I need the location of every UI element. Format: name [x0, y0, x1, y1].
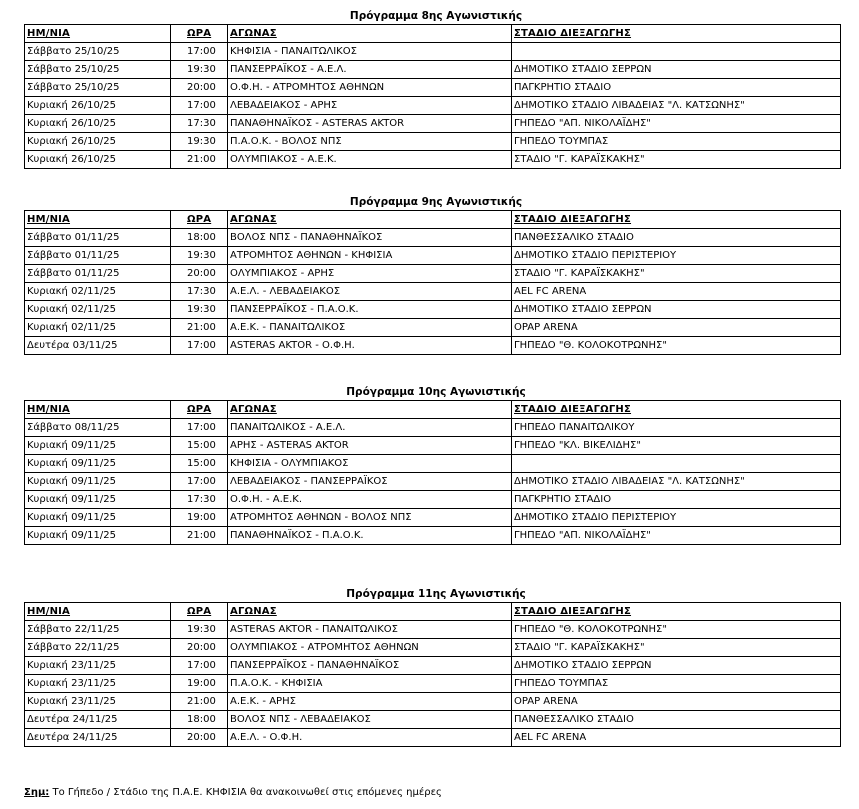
venue-cell: ΠΑΝΘΕΣΣΑΛΙΚΟ ΣΤΑΔΙΟ [512, 228, 841, 246]
date-cell: Κυριακή 26/10/25 [25, 96, 171, 114]
time-cell: 17:30 [171, 114, 228, 132]
round-title: Πρόγραμμα 9ης Αγωνιστικής [349, 196, 523, 208]
date-cell: Δευτέρα 24/11/25 [25, 710, 171, 728]
table-row [25, 620, 841, 638]
venue-cell: ΔΗΜΟΤΙΚΟ ΣΤΑΔΙΟ ΣΕΡΡΩΝ [512, 300, 841, 318]
schedule-table [24, 602, 841, 747]
venue-header: ΣΤΑΔΙΟ ΔΙΕΞΑΓΩΓΗΣ [512, 25, 841, 43]
time-header: ΩΡΑ [171, 25, 228, 43]
match-cell: Π.Α.Ο.Κ. - ΚΗΦΙΣΙΑ [228, 674, 512, 692]
match-cell: Α.Ε.Κ. - ΠΑΝΑΙΤΩΛΙΚΟΣ [228, 318, 512, 336]
time-cell: 20:00 [171, 264, 228, 282]
table-row [25, 656, 841, 674]
match-cell: ASTERAS AKTOR - Ο.Φ.Η. [228, 336, 512, 354]
table-row [25, 300, 841, 318]
match-header: ΑΓΩΝΑΣ [228, 211, 512, 229]
table-row [25, 318, 841, 336]
footnote-text: Το Γήπεδο / Στάδιο της Π.Α.Ε. ΚΗΦΙΣΙΑ θα ανακοινωθεί στις επόμενες ημέρες [49, 787, 442, 798]
date-cell: Κυριακή 26/10/25 [25, 114, 171, 132]
time-cell: 21:00 [171, 526, 228, 544]
date-cell: Σάββατο 01/11/25 [25, 228, 171, 246]
time-cell: 21:00 [171, 318, 228, 336]
time-cell: 15:00 [171, 454, 228, 472]
schedule-table [24, 210, 841, 355]
date-header: ΗΜ/ΝΙΑ [25, 401, 171, 419]
date-cell: Σάββατο 22/11/25 [25, 638, 171, 656]
table-row [25, 508, 841, 526]
date-cell: Σάββατο 25/10/25 [25, 60, 171, 78]
time-cell: 19:30 [171, 620, 228, 638]
venue-cell: ΠΑΝΘΕΣΣΑΛΙΚΟ ΣΤΑΔΙΟ [512, 710, 841, 728]
table-row [25, 114, 841, 132]
venue-header: ΣΤΑΔΙΟ ΔΙΕΞΑΓΩΓΗΣ [512, 401, 841, 419]
time-cell: 17:00 [171, 42, 228, 60]
date-cell: Κυριακή 26/10/25 [25, 132, 171, 150]
date-cell: Σάββατο 25/10/25 [25, 42, 171, 60]
match-cell: ΟΛΥΜΠΙΑΚΟΣ - Α.Ε.Κ. [228, 150, 512, 168]
table-row [25, 436, 841, 454]
table-row [25, 60, 841, 78]
match-cell: ΒΟΛΟΣ ΝΠΣ - ΛΕΒΑΔΕΙΑΚΟΣ [228, 710, 512, 728]
date-cell: Σάββατο 25/10/25 [25, 78, 171, 96]
round-8-section [24, 8, 840, 169]
match-cell: ΚΗΦΙΣΙΑ - ΟΛΥΜΠΙΑΚΟΣ [228, 454, 512, 472]
time-cell: 20:00 [171, 728, 228, 746]
match-cell: ΚΗΦΙΣΙΑ - ΠΑΝΑΙΤΩΛΙΚΟΣ [228, 42, 512, 60]
table-row [25, 246, 841, 264]
match-cell: ΑΡΗΣ - ASTERAS AKTOR [228, 436, 512, 454]
venue-cell: ΓΗΠΕΔΟ ΠΑΝΑΙΤΩΛΙΚΟΥ [512, 418, 841, 436]
venue-cell [512, 454, 841, 472]
venue-cell: ΓΗΠΕΔΟ "Θ. ΚΟΛΟΚΟΤΡΩΝΗΣ" [512, 336, 841, 354]
match-cell: ΠΑΝΑΘΗΝΑΪΚΟΣ - Π.Α.Ο.Κ. [228, 526, 512, 544]
time-cell: 21:00 [171, 150, 228, 168]
venue-cell: ΠΑΓΚΡΗΤΙΟ ΣΤΑΔΙΟ [512, 78, 841, 96]
round-title: Πρόγραμμα 8ης Αγωνιστικής [349, 10, 523, 22]
table-row [25, 42, 841, 60]
match-cell: ΒΟΛΟΣ ΝΠΣ - ΠΑΝΑΘΗΝΑΪΚΟΣ [228, 228, 512, 246]
date-header: ΗΜ/ΝΙΑ [25, 25, 171, 43]
venue-cell: ΔΗΜΟΤΙΚΟ ΣΤΑΔΙΟ ΛΙΒΑΔΕΙΑΣ "Λ. ΚΑΤΣΩΝΗΣ" [512, 96, 841, 114]
date-cell: Σάββατο 08/11/25 [25, 418, 171, 436]
round-9-section [24, 194, 840, 355]
venue-cell: ΣΤΑΔΙΟ "Γ. ΚΑΡΑΪΣΚΑΚΗΣ" [512, 264, 841, 282]
date-cell: Κυριακή 23/11/25 [25, 656, 171, 674]
match-cell: Ο.Φ.Η. - Α.Ε.Κ. [228, 490, 512, 508]
table-row [25, 638, 841, 656]
time-cell: 19:30 [171, 132, 228, 150]
date-cell: Κυριακή 02/11/25 [25, 318, 171, 336]
time-cell: 17:30 [171, 282, 228, 300]
date-cell: Κυριακή 23/11/25 [25, 674, 171, 692]
time-cell: 19:00 [171, 508, 228, 526]
footnote [24, 787, 442, 798]
table-row [25, 526, 841, 544]
time-header: ΩΡΑ [171, 401, 228, 419]
date-cell: Κυριακή 23/11/25 [25, 692, 171, 710]
table-row [25, 336, 841, 354]
venue-cell: OPAP ARENA [512, 318, 841, 336]
table-row [25, 710, 841, 728]
table-row [25, 264, 841, 282]
venue-cell: AEL FC ARENA [512, 728, 841, 746]
match-cell: ΠΑΝΑΙΤΩΛΙΚΟΣ - Α.Ε.Λ. [228, 418, 512, 436]
table-row [25, 692, 841, 710]
venue-cell: ΔΗΜΟΤΙΚΟ ΣΤΑΔΙΟ ΠΕΡΙΣΤΕΡΙΟΥ [512, 246, 841, 264]
time-cell: 15:00 [171, 436, 228, 454]
time-cell: 19:00 [171, 674, 228, 692]
match-cell: Α.Ε.Λ. - Ο.Φ.Η. [228, 728, 512, 746]
time-cell: 19:30 [171, 300, 228, 318]
venue-cell: ΓΗΠΕΔΟ "Θ. ΚΟΛΟΚΟΤΡΩΝΗΣ" [512, 620, 841, 638]
match-cell: ΟΛΥΜΠΙΑΚΟΣ - ΑΡΗΣ [228, 264, 512, 282]
venue-cell: ΓΗΠΕΔΟ "ΚΛ. ΒΙΚΕΛΙΔΗΣ" [512, 436, 841, 454]
match-cell: ΑΤΡΟΜΗΤΟΣ ΑΘΗΝΩΝ - ΒΟΛΟΣ ΝΠΣ [228, 508, 512, 526]
match-cell: ΛΕΒΑΔΕΙΑΚΟΣ - ΑΡΗΣ [228, 96, 512, 114]
match-cell: ΠΑΝΑΘΗΝΑΪΚΟΣ - ASTERAS AKTOR [228, 114, 512, 132]
table-row [25, 132, 841, 150]
date-cell: Σάββατο 01/11/25 [25, 246, 171, 264]
venue-cell: ΔΗΜΟΤΙΚΟ ΣΤΑΔΙΟ ΣΕΡΡΩΝ [512, 60, 841, 78]
match-cell: Α.Ε.Λ. - ΛΕΒΑΔΕΙΑΚΟΣ [228, 282, 512, 300]
venue-cell [512, 42, 841, 60]
round-11-section [24, 586, 840, 747]
venue-cell: ΓΗΠΕΔΟ ΤΟΥΜΠΑΣ [512, 132, 841, 150]
time-cell: 17:00 [171, 418, 228, 436]
venue-cell: ΔΗΜΟΤΙΚΟ ΣΤΑΔΙΟ ΛΙΒΑΔΕΙΑΣ "Λ. ΚΑΤΣΩΝΗΣ" [512, 472, 841, 490]
match-cell: ΠΑΝΣΕΡΡΑΪΚΟΣ - ΠΑΝΑΘΗΝΑΪΚΟΣ [228, 656, 512, 674]
match-cell: ΛΕΒΑΔΕΙΑΚΟΣ - ΠΑΝΣΕΡΡΑΪΚΟΣ [228, 472, 512, 490]
time-cell: 18:00 [171, 710, 228, 728]
round-10-section [24, 384, 840, 545]
venue-cell: ΔΗΜΟΤΙΚΟ ΣΤΑΔΙΟ ΠΕΡΙΣΤΕΡΙΟΥ [512, 508, 841, 526]
venue-cell: ΔΗΜΟΤΙΚΟ ΣΤΑΔΙΟ ΣΕΡΡΩΝ [512, 656, 841, 674]
match-cell: Α.Ε.Κ. - ΑΡΗΣ [228, 692, 512, 710]
table-row [25, 96, 841, 114]
date-cell: Δευτέρα 24/11/25 [25, 728, 171, 746]
venue-cell: ΓΗΠΕΔΟ ΤΟΥΜΠΑΣ [512, 674, 841, 692]
time-cell: 18:00 [171, 228, 228, 246]
time-header: ΩΡΑ [171, 603, 228, 621]
table-row [25, 418, 841, 436]
match-cell: ΑΤΡΟΜΗΤΟΣ ΑΘΗΝΩΝ - ΚΗΦΙΣΙΑ [228, 246, 512, 264]
venue-header: ΣΤΑΔΙΟ ΔΙΕΞΑΓΩΓΗΣ [512, 603, 841, 621]
table-row [25, 282, 841, 300]
venue-cell: ΠΑΓΚΡΗΤΙΟ ΣΤΑΔΙΟ [512, 490, 841, 508]
match-cell: Π.Α.Ο.Κ. - ΒΟΛΟΣ ΝΠΣ [228, 132, 512, 150]
date-cell: Σάββατο 01/11/25 [25, 264, 171, 282]
time-cell: 19:30 [171, 60, 228, 78]
footnote-label: Σημ: [24, 787, 50, 798]
venue-cell: ΓΗΠΕΔΟ "ΑΠ. ΝΙΚΟΛΑΪΔΗΣ" [512, 526, 841, 544]
time-cell: 20:00 [171, 78, 228, 96]
header-row [25, 25, 841, 43]
table-row [25, 78, 841, 96]
date-cell: Δευτέρα 03/11/25 [25, 336, 171, 354]
table-row [25, 228, 841, 246]
time-cell: 17:30 [171, 490, 228, 508]
date-cell: Κυριακή 02/11/25 [25, 300, 171, 318]
round-title: Πρόγραμμα 10ης Αγωνιστικής [346, 386, 526, 398]
venue-cell: ΓΗΠΕΔΟ "ΑΠ. ΝΙΚΟΛΑΪΔΗΣ" [512, 114, 841, 132]
time-cell: 19:30 [171, 246, 228, 264]
venue-cell: ΣΤΑΔΙΟ "Γ. ΚΑΡΑΪΣΚΑΚΗΣ" [512, 638, 841, 656]
date-cell: Κυριακή 09/11/25 [25, 508, 171, 526]
date-cell: Κυριακή 09/11/25 [25, 454, 171, 472]
date-cell: Κυριακή 02/11/25 [25, 282, 171, 300]
table-row [25, 490, 841, 508]
match-cell: ΟΛΥΜΠΙΑΚΟΣ - ΑΤΡΟΜΗΤΟΣ ΑΘΗΝΩΝ [228, 638, 512, 656]
match-cell: ASTERAS AKTOR - ΠΑΝΑΙΤΩΛΙΚΟΣ [228, 620, 512, 638]
venue-cell: AEL FC ARENA [512, 282, 841, 300]
table-row [25, 674, 841, 692]
time-cell: 21:00 [171, 692, 228, 710]
match-cell: Ο.Φ.Η. - ΑΤΡΟΜΗΤΟΣ ΑΘΗΝΩΝ [228, 78, 512, 96]
time-cell: 20:00 [171, 638, 228, 656]
header-row [25, 211, 841, 229]
date-cell: Κυριακή 09/11/25 [25, 526, 171, 544]
table-row [25, 472, 841, 490]
header-row [25, 401, 841, 419]
match-header: ΑΓΩΝΑΣ [228, 603, 512, 621]
table-row [25, 454, 841, 472]
time-header: ΩΡΑ [171, 211, 228, 229]
match-cell: ΠΑΝΣΕΡΡΑΪΚΟΣ - Π.Α.Ο.Κ. [228, 300, 512, 318]
date-cell: Κυριακή 09/11/25 [25, 472, 171, 490]
header-row [25, 603, 841, 621]
round-title: Πρόγραμμα 11ης Αγωνιστικής [346, 588, 526, 600]
venue-cell: ΣΤΑΔΙΟ "Γ. ΚΑΡΑΪΣΚΑΚΗΣ" [512, 150, 841, 168]
time-cell: 17:00 [171, 656, 228, 674]
date-cell: Κυριακή 26/10/25 [25, 150, 171, 168]
date-cell: Σάββατο 22/11/25 [25, 620, 171, 638]
date-header: ΗΜ/ΝΙΑ [25, 211, 171, 229]
time-cell: 17:00 [171, 96, 228, 114]
time-cell: 17:00 [171, 472, 228, 490]
match-header: ΑΓΩΝΑΣ [228, 401, 512, 419]
time-cell: 17:00 [171, 336, 228, 354]
table-row [25, 728, 841, 746]
date-cell: Κυριακή 09/11/25 [25, 490, 171, 508]
table-row [25, 150, 841, 168]
date-header: ΗΜ/ΝΙΑ [25, 603, 171, 621]
schedule-table [24, 24, 841, 169]
schedule-table [24, 400, 841, 545]
venue-cell: OPAP ARENA [512, 692, 841, 710]
match-header: ΑΓΩΝΑΣ [228, 25, 512, 43]
date-cell: Κυριακή 09/11/25 [25, 436, 171, 454]
match-cell: ΠΑΝΣΕΡΡΑΪΚΟΣ - Α.Ε.Λ. [228, 60, 512, 78]
venue-header: ΣΤΑΔΙΟ ΔΙΕΞΑΓΩΓΗΣ [512, 211, 841, 229]
